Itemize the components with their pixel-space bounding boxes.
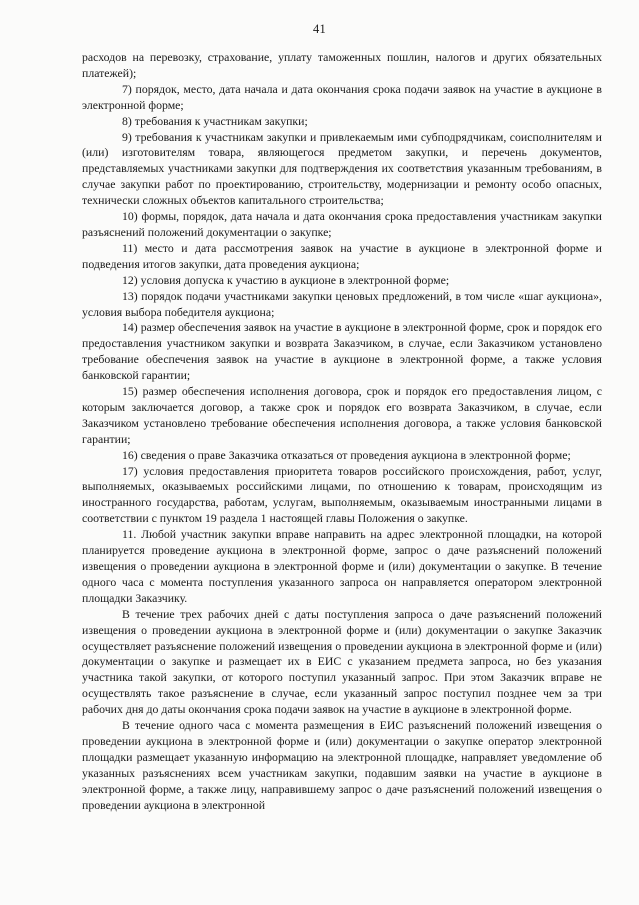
paragraph: В течение одного часа с момента размещения в ЕИС разъяснений положений извещения о проведении аукциона в электронной форме и (или) документации о закупке оператор электронной площадки размещает указанную информацию на электронной площадке, направляет уведомление об указанных разъяснениях всем участникам закупки, подавшим заявки на участие в аукционе в электронной форме, а также лицу, направившему запрос о даче разъяснений положений извещения о проведении аукциона в электронной xyxy=(82,718,602,812)
paragraph: 7) порядок, место, дата начала и дата окончания срока подачи заявок на участие в аукционе в электронной форме; xyxy=(82,81,602,112)
document-body xyxy=(82,50,602,814)
paragraph: 16) сведения о праве Заказчика отказаться от проведения аукциона в электронной форме; xyxy=(122,447,571,462)
paragraph: 11) место и дата рассмотрения заявок на участие в аукционе в электронной форме и подведения итогов закупки, дата проведения аукциона; xyxy=(82,240,602,271)
paragraph: 8) требования к участникам закупки; xyxy=(122,113,308,128)
paragraph: 11. Любой участник закупки вправе направить на адрес электронной площадки, на которой планируется проведение аукциона в электронной форме, запрос о даче разъяснений положений извещения о проведении аукциона в электронной форме и (или) документации о закупке. В течение одного часа с момента поступления указанного запроса он направляется оператором электронной площадки Заказчику. xyxy=(82,527,602,605)
page-number: 41 xyxy=(312,22,327,36)
paragraph: 17) условия предоставления приоритета товаров российского происхождения, работ, услуг, выполняемых, оказываемых российскими лицами, по отношению к товарам, происходящим из иностранного государства, работам, услугам, выполняемым, оказываемым иностранными лицами в соответствии с пунктом 19 раздела 1 настоящей главы Положения о закупке. xyxy=(82,463,602,526)
paragraph: В течение трех рабочих дней с даты поступления запроса о даче разъяснений положений извещения о проведении аукциона в электронной форме и (или) документации о закупке Заказчик осуществляет разъяснение положений извещения о проведении аукциона в электронной форме и (или) документации о закупке и размещает их в ЕИС с указанием предмета запроса, но без указания участника такой закупки, от которого поступил указанный запрос. При этом Заказчик вправе не осуществлять такое разъяснение в случае, если указанный запрос поступил позднее чем за три рабочих дня до даты окончания срока подачи заявок на участие в аукционе в электронной форме. xyxy=(82,606,602,717)
paragraph: 13) порядок подачи участниками закупки ценовых предложений, в том числе «шаг аукциона», условия выбора победителя аукциона; xyxy=(82,288,602,319)
paragraph: 14) размер обеспечения заявок на участие в аукционе в электронной форме, срок и порядок его предоставления участником закупки и возврата Заказчиком, в случае, если Заказчиком установлено требование обеспечения заявок на участие в аукционе в электронной форме, а также условия банковской гарантии; xyxy=(82,320,602,383)
paragraph: 12) условия допуска к участию в аукционе в электронной форме; xyxy=(122,272,450,287)
paragraph: 10) формы, порядок, дата начала и дата окончания срока предоставления участникам закупки разъяснений положений документации о закупке; xyxy=(82,209,602,239)
paragraph: 9) требования к участникам закупки и привлекаемым ими субподрядчикам, соисполнителям и (или) изготовителям товара, являющегося предметом закупки, и перечень документов, представляемых участниками закупки для подтверждения их соответствия указанным требованиям, в случае закупки работ по проектированию, строительству, модернизации и ремонту особо опасных, технически сложных объектов капитального строительства; xyxy=(82,129,602,208)
paragraph: расходов на перевозку, страхование, уплату таможенных пошлин, налогов и других обязательных платежей); xyxy=(82,50,602,80)
paragraph: 15) размер обеспечения исполнения договора, срок и порядок его предоставления лицом, с которым заключается договор, а также срок и порядок его возврата Заказчиком, в случае, если Заказчиком установлено требование обеспечения исполнения договора, а также условия банковской гарантии; xyxy=(82,384,602,446)
